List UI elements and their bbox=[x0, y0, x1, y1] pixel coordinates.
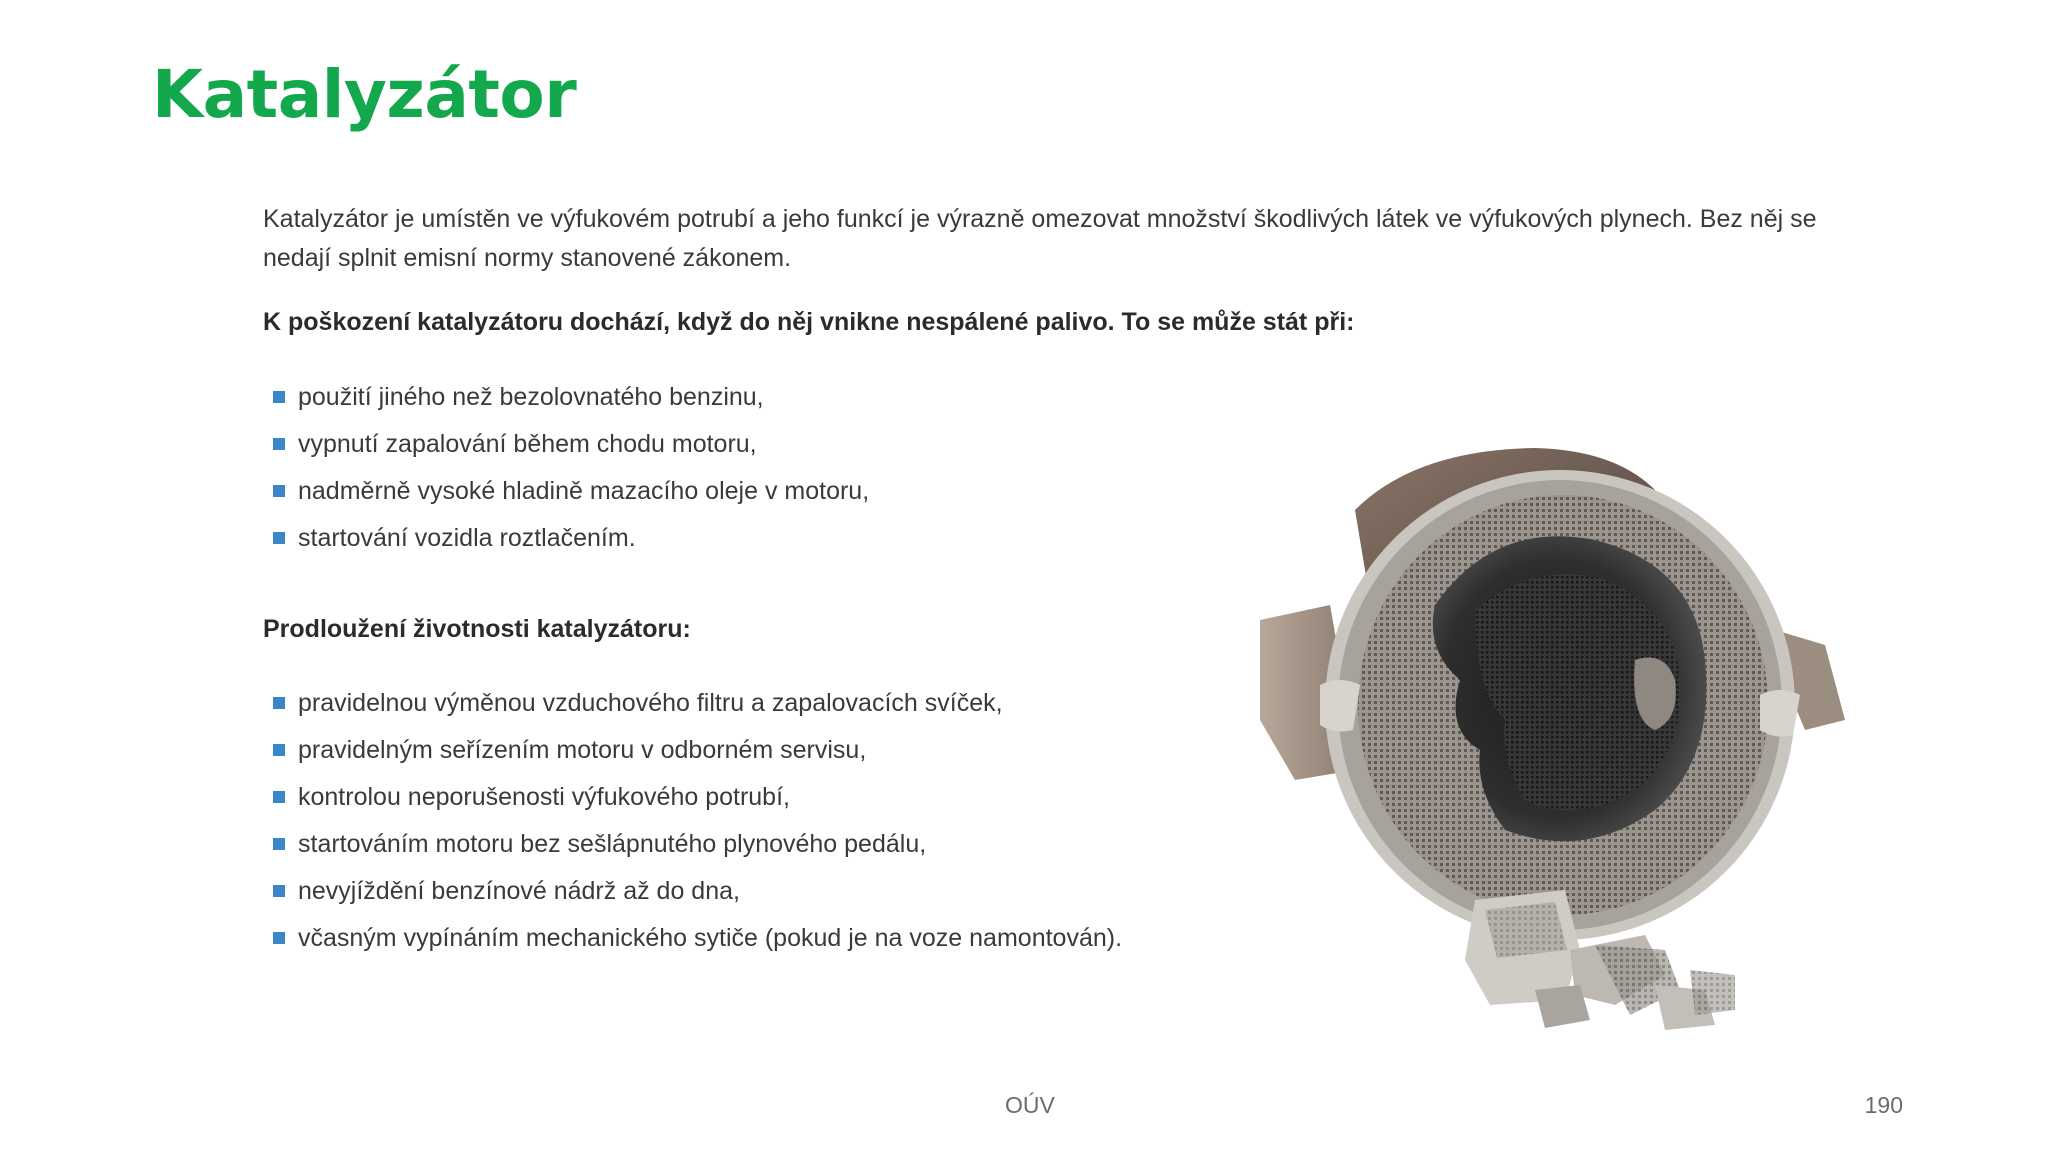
damage-causes-heading: K poškození katalyzátoru dochází, když do něj vnikne nespálené palivo. To se může stát při: bbox=[263, 308, 1355, 336]
bullet-square-icon bbox=[273, 838, 285, 850]
bullet-square-icon bbox=[273, 932, 285, 944]
list-item: pravidelným seřízením motoru v odborném servisu, bbox=[273, 733, 1122, 780]
bullet-square-icon bbox=[273, 697, 285, 709]
lifetime-heading: Prodloužení životnosti katalyzátoru: bbox=[263, 615, 691, 643]
damaged-catalytic-converter-image bbox=[1235, 430, 1885, 1050]
list-item: použití jiného než bezolovnatého benzinu, bbox=[273, 380, 869, 427]
list-item: startování vozidla roztlačením. bbox=[273, 521, 869, 568]
list-item: nadměrně vysoké hladině mazacího oleje v motoru, bbox=[273, 474, 869, 521]
list-item: pravidelnou výměnou vzduchového filtru a zapalovacích svíček, bbox=[273, 686, 1122, 733]
list-item: nevyjíždění benzínové nádrž až do dna, bbox=[273, 874, 1122, 921]
bullet-square-icon bbox=[273, 485, 285, 497]
slide-content bbox=[263, 200, 1823, 952]
bullet-square-icon bbox=[273, 791, 285, 803]
footer-label: OÚV bbox=[1005, 1092, 1055, 1118]
intro-paragraph: Katalyzátor je umístěn ve výfukovém potrubí a jeho funkcí je výrazně omezovat množství škodlivých látek ve výfukových plynech. Bez něj se nedají splnit emisní normy stanovené zákonem. bbox=[263, 205, 1817, 272]
list-item: včasným vypínáním mechanického sytiče (pokud je na voze namontován). bbox=[273, 921, 1122, 968]
slide-title: Katalyzátor bbox=[152, 56, 577, 133]
bullet-square-icon bbox=[273, 391, 285, 403]
bullet-square-icon bbox=[273, 744, 285, 756]
damage-causes-list bbox=[273, 380, 869, 568]
list-item: kontrolou neporušenosti výfukového potrubí, bbox=[273, 780, 1122, 827]
bullet-square-icon bbox=[273, 532, 285, 544]
page-number: 190 bbox=[1864, 1092, 1903, 1118]
list-item: startováním motoru bez sešlápnutého plynového pedálu, bbox=[273, 827, 1122, 874]
bullet-square-icon bbox=[273, 885, 285, 897]
bullet-square-icon bbox=[273, 438, 285, 450]
lifetime-list bbox=[273, 686, 1122, 968]
list-item: vypnutí zapalování během chodu motoru, bbox=[273, 427, 869, 474]
